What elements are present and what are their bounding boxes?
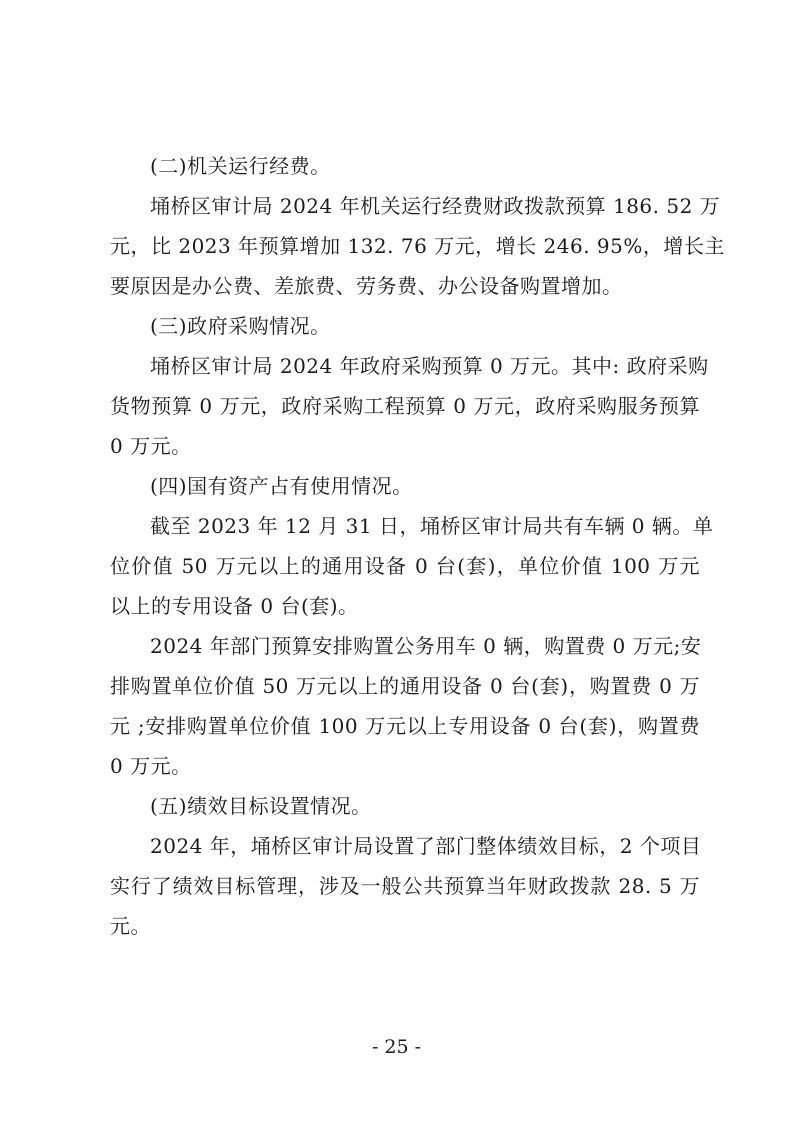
paragraph-line: 0 万元。 [110, 754, 192, 778]
section-heading-operating-expenses: (二)机关运行经费。 [150, 154, 331, 178]
section-heading-performance-goals: (五)绩效目标设置情况。 [150, 794, 372, 818]
paragraph-line: 2024 年部门预算安排购置公务用车 0 辆，购置费 0 万元;安 [150, 634, 702, 658]
paragraph-line: 2024 年，埇桥区审计局设置了部门整体绩效目标，2 个项目 [150, 834, 702, 858]
paragraph-line: 元 ;安排购置单位价值 100 万元以上专用设备 0 台(套)，购置费 [110, 714, 700, 738]
paragraph-line: 埇桥区审计局 2024 年政府采购预算 0 万元。其中: 政府采购 [150, 354, 709, 378]
paragraph-line: 要原因是办公费、差旅费、劳务费、办公设备购置增加。 [110, 274, 623, 298]
paragraph-line: 0 万元。 [110, 434, 192, 458]
paragraph-line: 位价值 50 万元以上的通用设备 0 台(套)，单位价值 100 万元 [110, 554, 700, 578]
paragraph-line: 埇桥区审计局 2024 年机关运行经费财政拨款预算 186. 52 万 [150, 194, 721, 218]
document-body [110, 146, 725, 946]
paragraph-line: 排购置单位价值 50 万元以上的通用设备 0 台(套)，购置费 0 万 [110, 674, 700, 698]
paragraph-line: 元。 [110, 914, 151, 938]
paragraph-line: 货物预算 0 万元，政府采购工程预算 0 万元，政府采购服务预算 [110, 394, 700, 418]
paragraph-line: 实行了绩效目标管理，涉及一般公共预算当年财政拨款 28. 5 万 [110, 874, 700, 898]
paragraph-line: 截至 2023 年 12 月 31 日，埇桥区审计局共有车辆 0 辆。单 [150, 514, 714, 538]
paragraph-line: 元，比 2023 年预算增加 132. 76 万元，增长 246. 95%，增长主 [110, 234, 725, 258]
section-heading-government-procurement: (三)政府采购情况。 [150, 314, 331, 338]
page-number: - 25 - [371, 1036, 422, 1058]
section-heading-state-assets: (四)国有资产占有使用情况。 [150, 474, 413, 498]
paragraph-line: 以上的专用设备 0 台(套)。 [110, 594, 359, 618]
